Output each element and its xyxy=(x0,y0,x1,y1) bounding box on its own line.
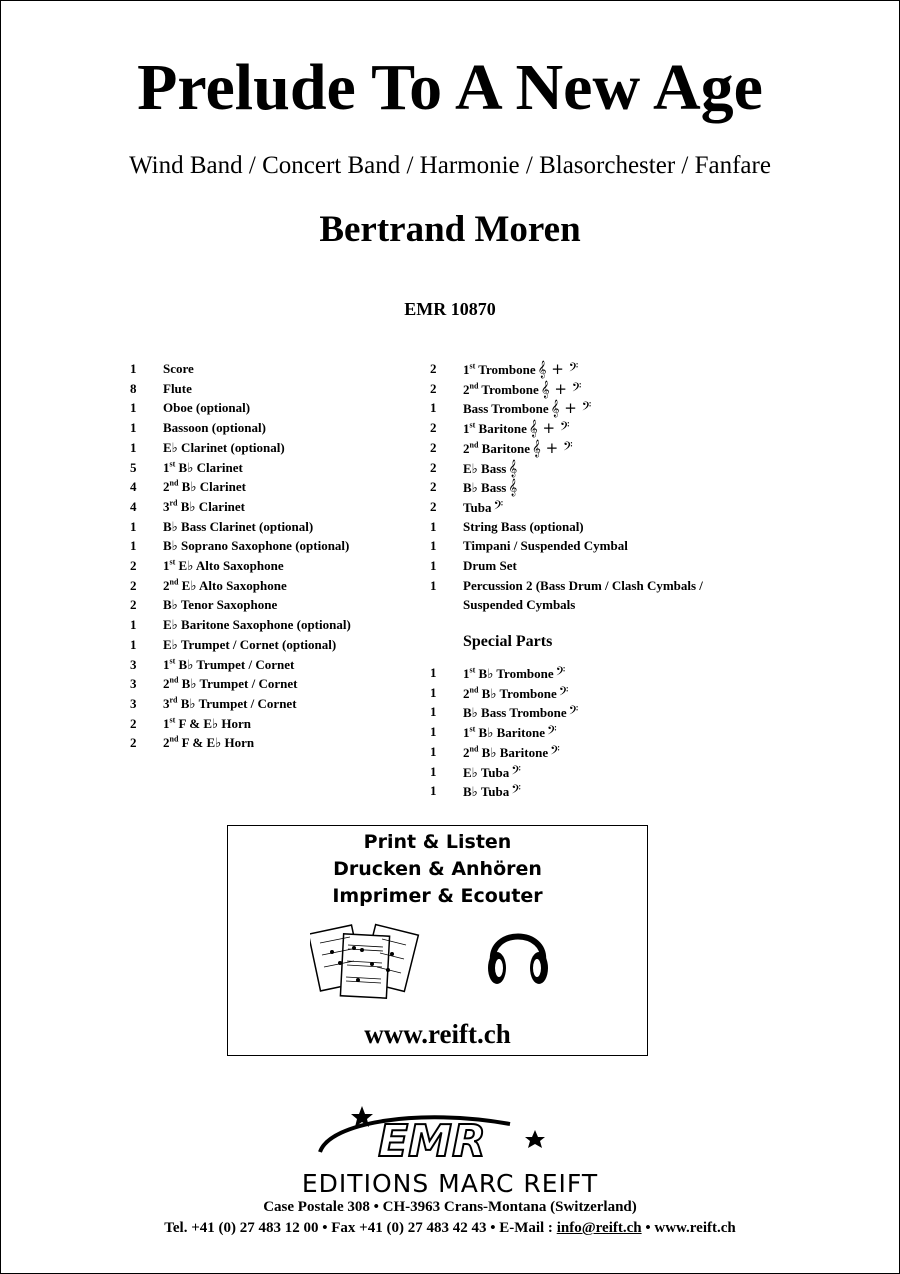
clef-icon: 𝄢 xyxy=(558,683,569,702)
part-name xyxy=(163,379,192,399)
part-name xyxy=(163,418,266,438)
clef-icon: 𝄞 + 𝄢 xyxy=(540,379,582,398)
part-ordinal-suffix: st xyxy=(469,665,476,675)
part-quantity: 1 xyxy=(130,420,137,436)
part-name xyxy=(463,497,503,518)
svg-text:EMR: EMR xyxy=(378,1116,486,1166)
part-ordinal-suffix: nd xyxy=(469,440,479,450)
part-ordinal: 2 xyxy=(463,381,470,397)
part-label: E♭ Trumpet / Cornet (optional) xyxy=(163,636,337,652)
publisher-contact xyxy=(0,1220,900,1237)
part-quantity: 1 xyxy=(430,684,437,700)
part-label: B♭ Baritone xyxy=(481,744,549,760)
part-ordinal: 2 xyxy=(463,685,470,701)
part-label: Trombone xyxy=(478,362,536,377)
part-ordinal: 1 xyxy=(463,666,470,681)
part-label: Timpani / Suspended Cymbal xyxy=(463,538,628,554)
clef-icon: 𝄞 + 𝄢 xyxy=(528,419,570,438)
part-quantity: 1 xyxy=(430,538,437,554)
part-label: Score xyxy=(163,361,194,376)
part-quantity: 3 xyxy=(130,695,137,711)
part-quantity: 2 xyxy=(430,479,437,495)
clef-icon: 𝄢 xyxy=(568,703,579,722)
clef-icon: 𝄢 xyxy=(550,742,560,761)
part-quantity: 2 xyxy=(430,459,437,475)
part-quantity: 2 xyxy=(430,498,437,514)
promo-line-drucken: Drucken & Anhören xyxy=(333,858,542,880)
clef-icon: 𝄞 xyxy=(508,478,518,497)
part-label: E♭ Bass xyxy=(463,460,507,476)
catalog-number: EMR 10870 xyxy=(404,299,496,319)
part-label: Drum Set xyxy=(463,558,517,573)
part-quantity: 1 xyxy=(430,724,437,740)
part-quantity: 1 xyxy=(430,400,437,416)
part-quantity: 2 xyxy=(430,420,437,436)
part-quantity: 2 xyxy=(130,558,137,573)
part-label: Trombone xyxy=(481,381,539,397)
part-name xyxy=(463,556,517,576)
part-name xyxy=(463,595,575,615)
part-label: B♭ Trumpet / Cornet xyxy=(178,656,295,672)
part-ordinal: 1 xyxy=(163,558,170,573)
promo-line-imprimer: Imprimer & Ecouter xyxy=(332,885,543,907)
part-label: Bass Trombone xyxy=(463,401,549,417)
part-name xyxy=(463,762,521,783)
part-ordinal-suffix: nd xyxy=(169,478,179,488)
part-quantity: 1 xyxy=(130,538,137,554)
promo-line-print-listen: Print & Listen xyxy=(363,831,512,853)
composer-name: Bertrand Moren xyxy=(319,209,581,250)
contact-email-link[interactable]: info@reift.ch xyxy=(556,1220,642,1236)
part-name xyxy=(463,458,517,479)
part-quantity: 2 xyxy=(130,597,137,613)
part-ordinal: 2 xyxy=(463,440,470,456)
publisher-address: Case Postale 308 • CH-3963 Crans-Montana (Switzerland) xyxy=(263,1199,637,1215)
parts-list-right xyxy=(430,359,810,799)
part-label: Oboe (optional) xyxy=(163,400,251,416)
part-ordinal-suffix: nd xyxy=(469,685,479,695)
part-name xyxy=(163,497,245,517)
part-quantity: 4 xyxy=(130,479,137,495)
part-name xyxy=(463,702,578,723)
part-name xyxy=(163,359,194,379)
part-name xyxy=(163,714,251,734)
clef-icon: 𝄢 xyxy=(511,762,521,781)
part-name xyxy=(463,517,584,537)
part-name xyxy=(163,556,284,576)
emr-logo xyxy=(300,1104,565,1166)
part-label: E♭ Tuba xyxy=(463,764,510,780)
part-name xyxy=(463,576,703,596)
part-name xyxy=(463,438,573,459)
part-ordinal: 1 xyxy=(163,715,170,731)
sheet-music-icon xyxy=(310,921,422,1001)
part-label: Flute xyxy=(163,380,192,396)
part-label: F & E♭ Horn xyxy=(178,715,251,731)
part-label: Percussion 2 (Bass Drum / Clash Cymbals / xyxy=(463,577,703,593)
contact-phone-fax: Tel. +41 (0) 27 483 12 00 • Fax +41 (0) 27 483 42 43 • E-Mail : xyxy=(164,1220,557,1236)
clef-icon: 𝄞 + 𝄢 xyxy=(532,438,573,457)
part-name xyxy=(463,742,560,763)
page-title: Prelude To A New Age xyxy=(137,51,763,124)
page-subtitle: Wind Band / Concert Band / Harmonie / Blasorchester / Fanfare xyxy=(129,152,771,179)
part-quantity: 1 xyxy=(130,636,137,652)
clef-icon: 𝄢 xyxy=(546,723,557,742)
part-quantity: 1 xyxy=(430,558,437,573)
part-label: E♭ Alto Saxophone xyxy=(178,558,284,573)
publisher-name: EDITIONS MARC REIFT xyxy=(301,1169,599,1198)
part-ordinal-suffix: nd xyxy=(469,381,479,391)
part-name xyxy=(163,694,297,714)
part-label: B♭ Clarinet xyxy=(178,459,243,475)
part-name xyxy=(463,722,557,743)
part-quantity: 1 xyxy=(130,439,137,455)
part-label: E♭ Alto Saxophone xyxy=(181,577,287,593)
part-ordinal-suffix: nd xyxy=(469,744,479,754)
part-label: B♭ Baritone xyxy=(478,725,545,741)
part-ordinal: 3 xyxy=(163,695,170,711)
part-quantity: 1 xyxy=(430,577,437,593)
part-name xyxy=(163,733,254,753)
part-name xyxy=(163,576,287,596)
promo-url: www.reift.ch xyxy=(364,1019,511,1049)
part-name xyxy=(463,379,581,400)
part-label: B♭ Clarinet xyxy=(181,479,246,495)
part-ordinal: 1 xyxy=(463,362,470,377)
part-ordinal: 1 xyxy=(163,459,170,475)
part-name xyxy=(463,536,628,556)
part-ordinal-suffix: st xyxy=(169,459,176,469)
part-quantity: 1 xyxy=(130,361,137,376)
part-quantity: 4 xyxy=(130,498,137,514)
clef-icon: 𝄞 + 𝄢 xyxy=(550,399,592,418)
part-quantity: 5 xyxy=(130,459,137,475)
part-quantity: 1 xyxy=(430,665,437,680)
parts-list-left xyxy=(130,359,430,759)
part-ordinal-suffix: st xyxy=(469,361,476,371)
contact-website: • www.reift.ch xyxy=(641,1220,736,1236)
part-name xyxy=(463,398,591,419)
part-ordinal-suffix: st xyxy=(169,715,176,725)
part-quantity: 1 xyxy=(430,783,437,799)
part-quantity: 2 xyxy=(430,380,437,396)
part-ordinal-suffix: nd xyxy=(169,577,179,587)
part-name xyxy=(163,517,313,537)
part-ordinal: 3 xyxy=(163,498,170,514)
part-label: Tuba xyxy=(463,499,492,515)
part-name xyxy=(463,418,570,439)
part-ordinal-suffix: st xyxy=(469,724,476,734)
part-name xyxy=(163,615,351,635)
part-ordinal-suffix: nd xyxy=(169,734,179,744)
part-ordinal: 2 xyxy=(163,479,170,495)
part-label: F & E♭ Horn xyxy=(181,735,255,751)
part-name xyxy=(163,635,336,655)
part-quantity: 8 xyxy=(130,380,137,396)
part-label: Bassoon (optional) xyxy=(163,420,266,436)
part-quantity: 1 xyxy=(130,617,137,633)
part-quantity: 1 xyxy=(430,704,437,720)
part-label: B♭ Bass Clarinet (optional) xyxy=(163,518,314,534)
clef-icon: 𝄞 + 𝄢 xyxy=(537,360,579,378)
part-name xyxy=(163,438,285,458)
part-name xyxy=(463,683,568,704)
part-name xyxy=(463,359,578,380)
part-ordinal: 1 xyxy=(463,725,470,741)
part-quantity: 2 xyxy=(130,735,137,751)
part-label: Baritone xyxy=(481,440,531,456)
part-ordinal-suffix: st xyxy=(469,420,476,430)
part-label: B♭ Trombone xyxy=(481,685,557,701)
part-name xyxy=(463,781,521,802)
part-label: B♭ Soprano Saxophone (optional) xyxy=(163,538,350,554)
part-name xyxy=(163,655,294,675)
part-ordinal-suffix: nd xyxy=(169,675,179,685)
part-quantity: 1 xyxy=(130,400,137,416)
special-parts-header: Special Parts xyxy=(463,633,553,650)
part-label: Suspended Cymbals xyxy=(463,597,576,613)
part-label: E♭ Clarinet (optional) xyxy=(163,439,285,455)
part-name xyxy=(163,477,246,497)
part-name xyxy=(163,595,277,615)
print-listen-box xyxy=(227,825,648,1056)
part-label: E♭ Baritone Saxophone (optional) xyxy=(163,617,351,633)
part-label: B♭ Tenor Saxophone xyxy=(163,597,278,613)
part-label: B♭ Bass xyxy=(463,480,507,496)
part-quantity: 2 xyxy=(130,577,137,593)
clef-icon: 𝄢 xyxy=(555,664,566,682)
part-quantity: 1 xyxy=(430,763,437,779)
part-name xyxy=(163,458,243,478)
part-quantity: 1 xyxy=(430,743,437,759)
part-quantity: 1 xyxy=(430,518,437,534)
part-label: B♭ Trumpet / Cornet xyxy=(181,676,298,692)
clef-icon: 𝄞 xyxy=(508,458,518,477)
part-ordinal: 1 xyxy=(163,656,170,672)
part-quantity: 2 xyxy=(130,715,137,731)
clef-icon: 𝄢 xyxy=(493,497,504,516)
part-label: B♭ Tuba xyxy=(463,784,510,800)
part-ordinal-suffix: st xyxy=(169,656,176,666)
part-ordinal-suffix: st xyxy=(169,557,176,567)
headphones-icon xyxy=(483,918,553,990)
clef-icon: 𝄢 xyxy=(511,782,521,801)
part-name xyxy=(463,663,565,684)
part-label: B♭ Clarinet xyxy=(180,498,246,514)
part-label: Baritone xyxy=(478,421,527,437)
part-name xyxy=(463,477,517,498)
part-name xyxy=(163,398,250,418)
part-name xyxy=(163,536,349,556)
part-quantity: 3 xyxy=(130,656,137,672)
part-ordinal: 2 xyxy=(163,577,170,593)
part-quantity: 2 xyxy=(430,439,437,455)
part-label: String Bass (optional) xyxy=(463,518,584,534)
part-ordinal-suffix: rd xyxy=(169,695,178,705)
part-ordinal: 1 xyxy=(463,421,470,437)
part-quantity: 1 xyxy=(130,518,137,534)
part-label: B♭ Trumpet / Cornet xyxy=(180,695,297,711)
part-ordinal: 2 xyxy=(163,735,170,751)
part-ordinal-suffix: rd xyxy=(169,498,178,508)
part-label: B♭ Bass Trombone xyxy=(463,705,567,721)
part-ordinal: 2 xyxy=(463,744,470,760)
part-label: B♭ Trombone xyxy=(478,666,554,681)
part-quantity: 2 xyxy=(430,361,437,376)
part-name xyxy=(163,674,297,694)
part-quantity: 3 xyxy=(130,676,137,692)
part-ordinal: 2 xyxy=(163,676,170,692)
